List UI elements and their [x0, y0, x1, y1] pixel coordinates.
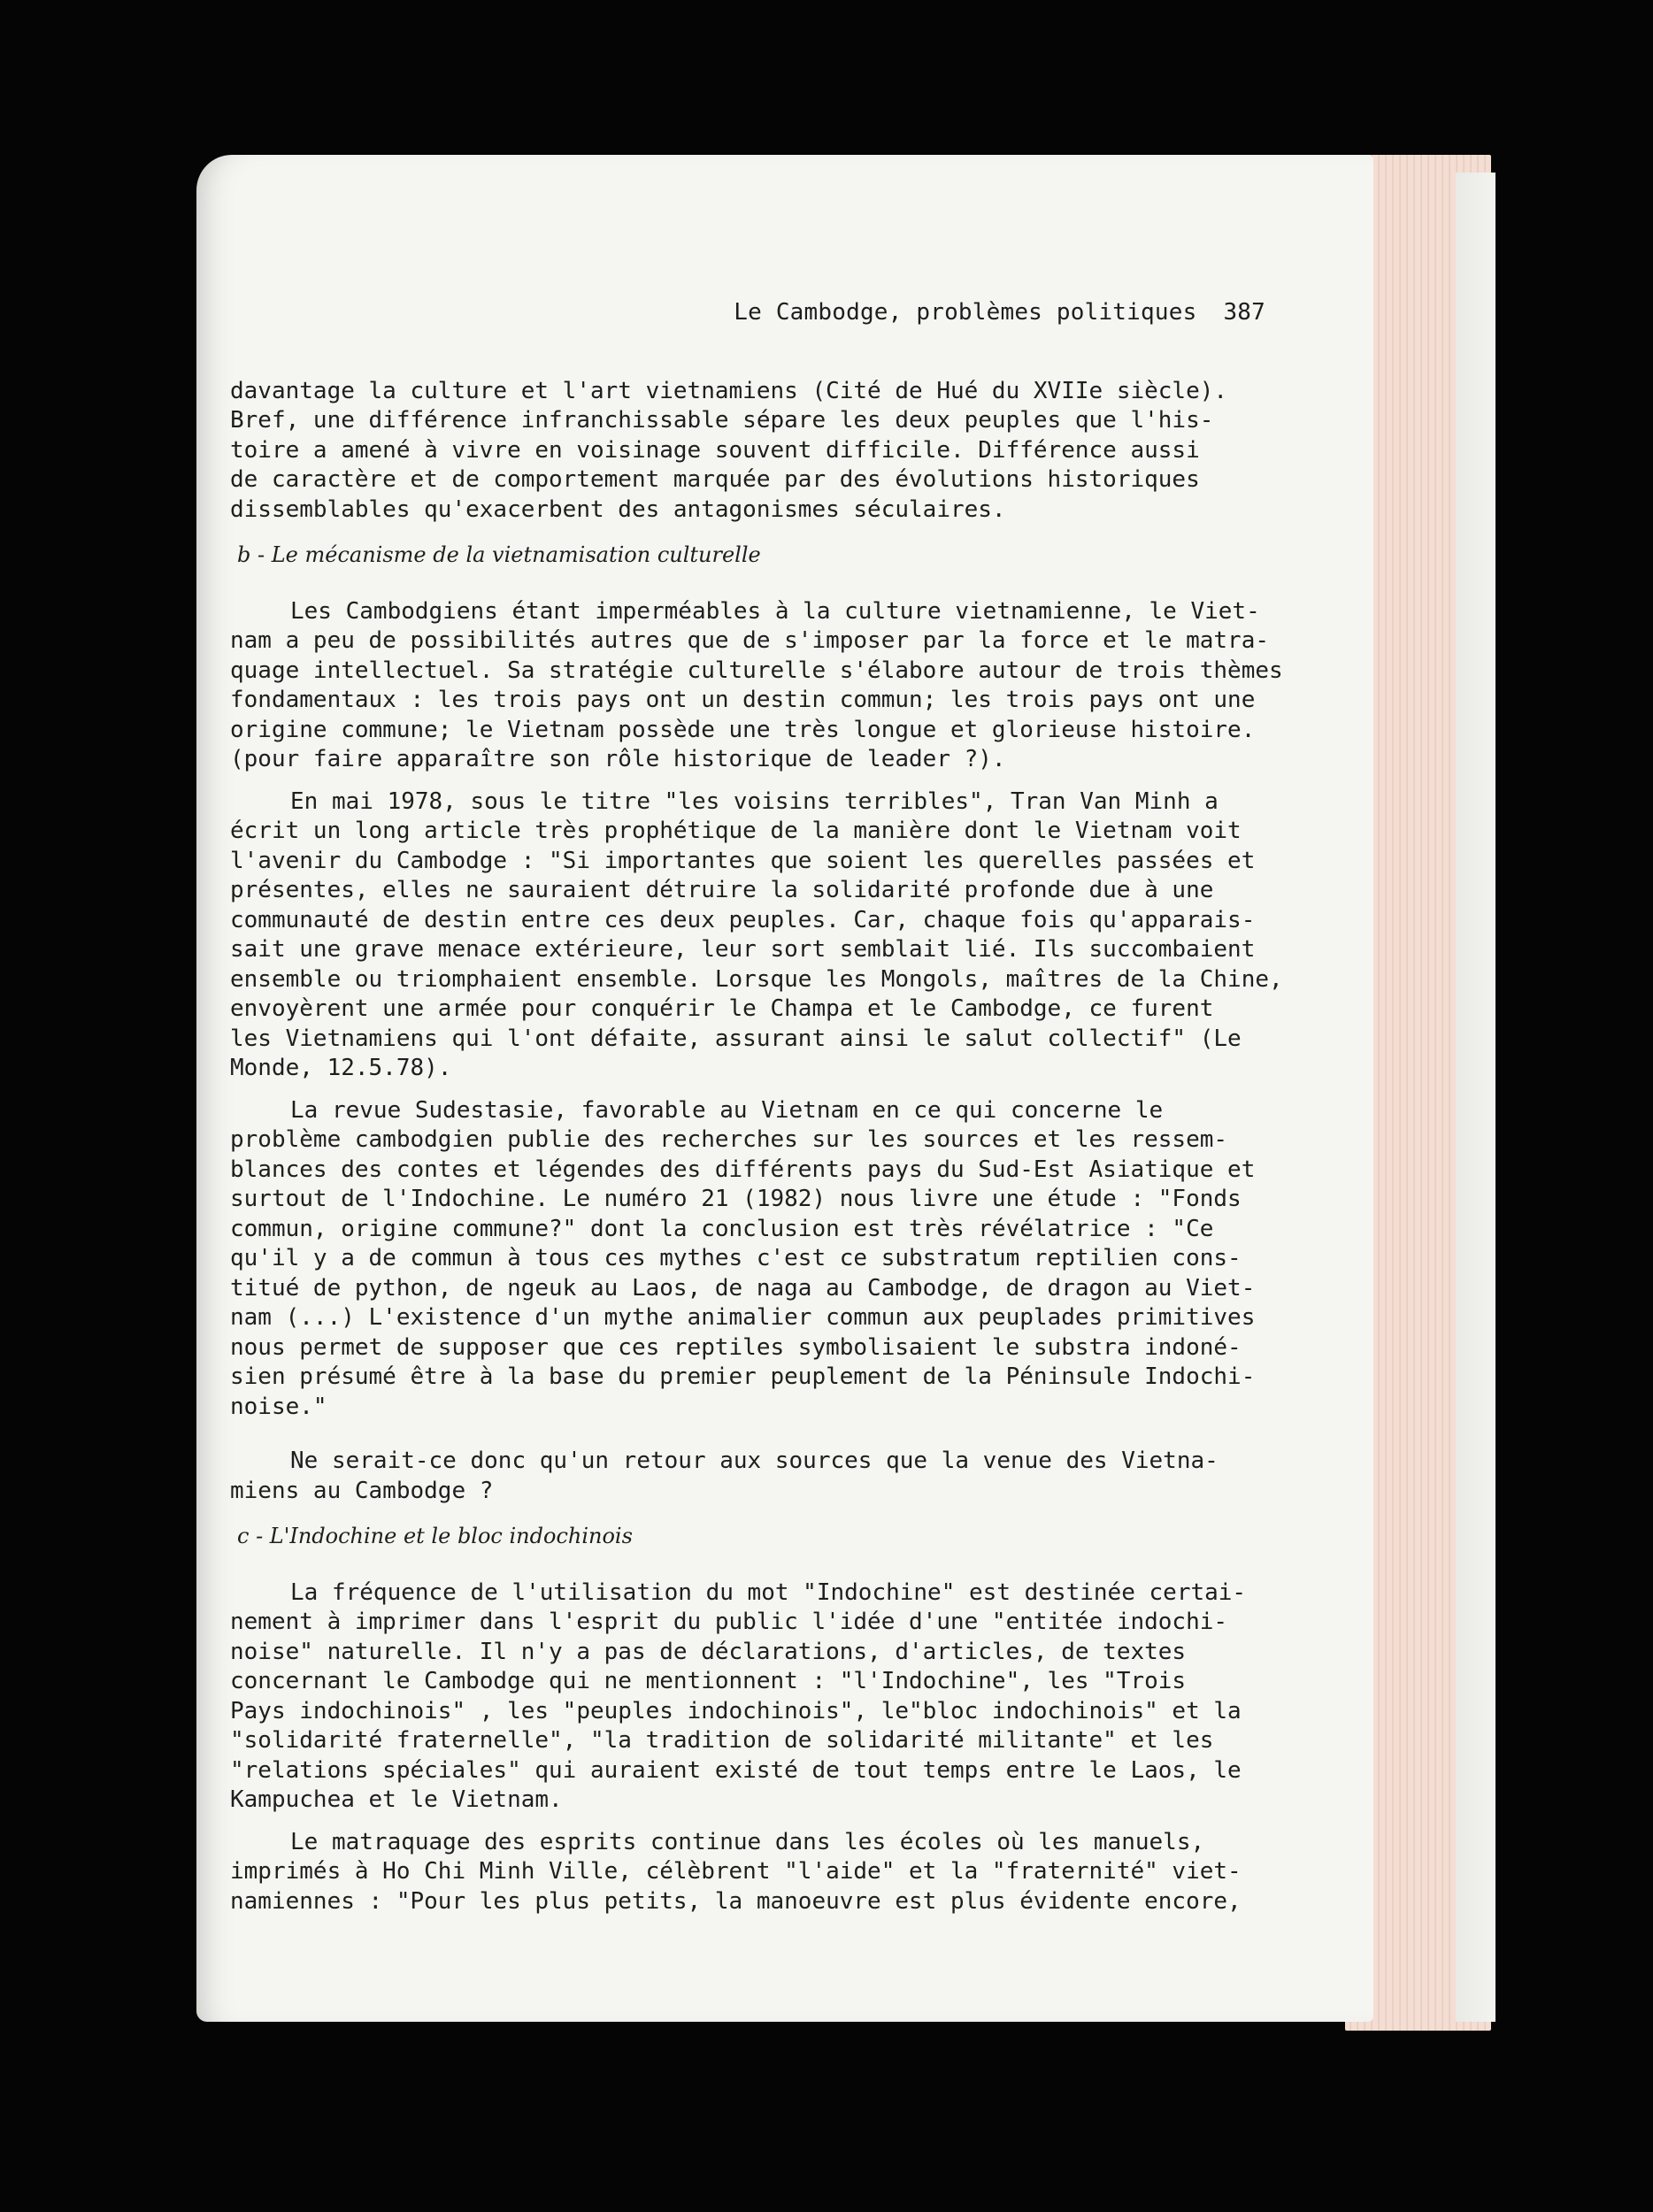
paragraph-4 — [230, 1096, 1301, 1423]
text-line: problème cambodgien publie des recherches sur les sources et les ressem- — [230, 1126, 1228, 1153]
text-line: communauté de destin entre ces deux peuples. Car, chaque fois qu'apparais- — [230, 906, 1256, 933]
text-line: "relations spéciales" qui auraient existé de tout temps entre le Laos, le — [230, 1756, 1242, 1784]
text-line: écrit un long article très prophétique de la manière dont le Vietnam voit — [230, 818, 1242, 844]
text-line: l'avenir du Cambodge : "Si importantes que soient les querelles passées et — [230, 847, 1256, 874]
text-line: nement à imprimer dans l'esprit du public l'idée d'une "entitée indochi- — [230, 1609, 1228, 1635]
section-heading-b: b - Le mécanisme de la vietnamisation culturelle — [237, 542, 761, 567]
text-line: En mai 1978, sous le titre "les voisins terribles", Tran Van Minh a — [290, 787, 1219, 815]
page-number: 387 — [1223, 299, 1265, 326]
text-line: sien présumé être à la base du premier peuplement de la Péninsule Indochi- — [230, 1363, 1256, 1390]
text-line: les Vietnamiens qui l'ont défaite, assurant ainsi le salut collectif" (Le — [230, 1025, 1242, 1052]
text-line: Ne serait-ce donc qu'un retour aux sources que la venue des Vietna- — [290, 1448, 1219, 1474]
book-cover-edge — [1456, 173, 1495, 2022]
text-line: origine commune; le Vietnam possède une très longue et glorieuse histoire. — [230, 716, 1256, 743]
text-line: commun, origine commune?" dont la conclusion est très révélatrice : "Ce — [230, 1215, 1214, 1242]
text-line: nam (...) L'existence d'un mythe animalier commun aux peuplades primitives — [230, 1304, 1256, 1331]
text-line: Les Cambodgiens étant imperméables à la culture vietnamienne, le Viet- — [290, 597, 1260, 625]
text-line: Monde, 12.5.78). — [230, 1055, 452, 1081]
text-line: noise" naturelle. Il n'y a pas de déclarations, d'articles, de textes — [230, 1638, 1187, 1665]
text-line: noise." — [230, 1393, 327, 1420]
text-line: concernant le Cambodge qui ne mentionnent : "l'Indochine", les "Trois — [230, 1668, 1187, 1694]
running-header — [230, 298, 1301, 328]
text-line: ensemble ou triomphaient ensemble. Lorsque les Mongols, maîtres de la Chine, — [230, 965, 1283, 993]
paragraph-7 — [230, 1828, 1301, 1917]
paragraph-2 — [230, 597, 1301, 775]
text-line: quage intellectuel. Sa stratégie culturelle s'élabore autour de trois thèmes — [230, 657, 1283, 684]
section-heading-c: c - L'Indochine et le bloc indochinois — [237, 1524, 633, 1548]
text-line: Kampuchea et le Vietnam. — [230, 1786, 563, 1813]
text-line: "solidarité fraternelle", "la tradition de solidarité militante" et les — [230, 1727, 1214, 1754]
header-title: Le Cambodge, problèmes politiques — [734, 299, 1197, 326]
text-line: fondamentaux : les trois pays ont un destin commun; les trois pays ont une — [230, 687, 1256, 713]
text-line: La fréquence de l'utilisation du mot "Indochine" est destinée certai- — [290, 1578, 1247, 1606]
text-line: surtout de l'Indochine. Le numéro 21 (1982) nous livre une étude : "Fonds — [230, 1186, 1242, 1212]
text-line: envoyèrent une armée pour conquérir le Champa et le Cambodge, ce furent — [230, 995, 1214, 1022]
text-line: de caractère et de comportement marquée par des évolutions historiques — [230, 466, 1200, 493]
text-line: La revue Sudestasie, favorable au Vietnam en ce qui concerne le — [290, 1096, 1164, 1124]
text-line: davantage la culture et l'art vietnamiens (Cité de Hué du XVIIe siècle). — [230, 377, 1228, 404]
text-line: dissemblables qu'exacerbent des antagonismes séculaires. — [230, 495, 1006, 523]
text-line: Bref, une différence infranchissable sépare les deux peuples que l'his- — [230, 407, 1214, 434]
book-page — [196, 155, 1373, 2022]
text-line: titué de python, de ngeuk au Laos, de naga au Cambodge, de dragon au Viet- — [230, 1274, 1256, 1302]
text-line: qu'il y a de commun à tous ces mythes c'est ce substratum reptilien cons- — [230, 1245, 1242, 1271]
text-line: toire a amené à vivre en voisinage souvent difficile. Différence aussi — [230, 436, 1200, 464]
text-line: nam a peu de possibilités autres que de s'imposer par la force et le matra- — [230, 627, 1269, 654]
text-line: nous permet de supposer que ces reptiles symbolisaient le substra indoné- — [230, 1333, 1242, 1361]
text-line: namiennes : "Pour les plus petits, la manoeuvre est plus évidente encore, — [230, 1887, 1242, 1915]
page-text — [230, 298, 1301, 1916]
paragraph-6 — [230, 1578, 1301, 1816]
text-line: blances des contes et légendes des différents pays du Sud-Est Asiatique et — [230, 1156, 1256, 1183]
paragraph-5 — [230, 1447, 1301, 1506]
paragraph-1 — [230, 377, 1301, 526]
text-line: présentes, elles ne sauraient détruire la solidarité profonde due à une — [230, 877, 1214, 903]
text-line: Pays indochinois" , les "peuples indochinois", le"bloc indochinois" et la — [230, 1697, 1242, 1724]
text-line: Le matraquage des esprits continue dans les écoles où les manuels, — [290, 1828, 1205, 1855]
text-line: (pour faire apparaître son rôle historique de leader ?). — [230, 746, 1006, 772]
text-line: sait une grave menace extérieure, leur sort semblait lié. Ils succombaient — [230, 936, 1256, 963]
text-line: imprimés à Ho Chi Minh Ville, célèbrent "l'aide" et la "fraternité" viet- — [230, 1858, 1242, 1885]
paragraph-3 — [230, 787, 1301, 1084]
text-line: miens au Cambodge ? — [230, 1477, 494, 1504]
